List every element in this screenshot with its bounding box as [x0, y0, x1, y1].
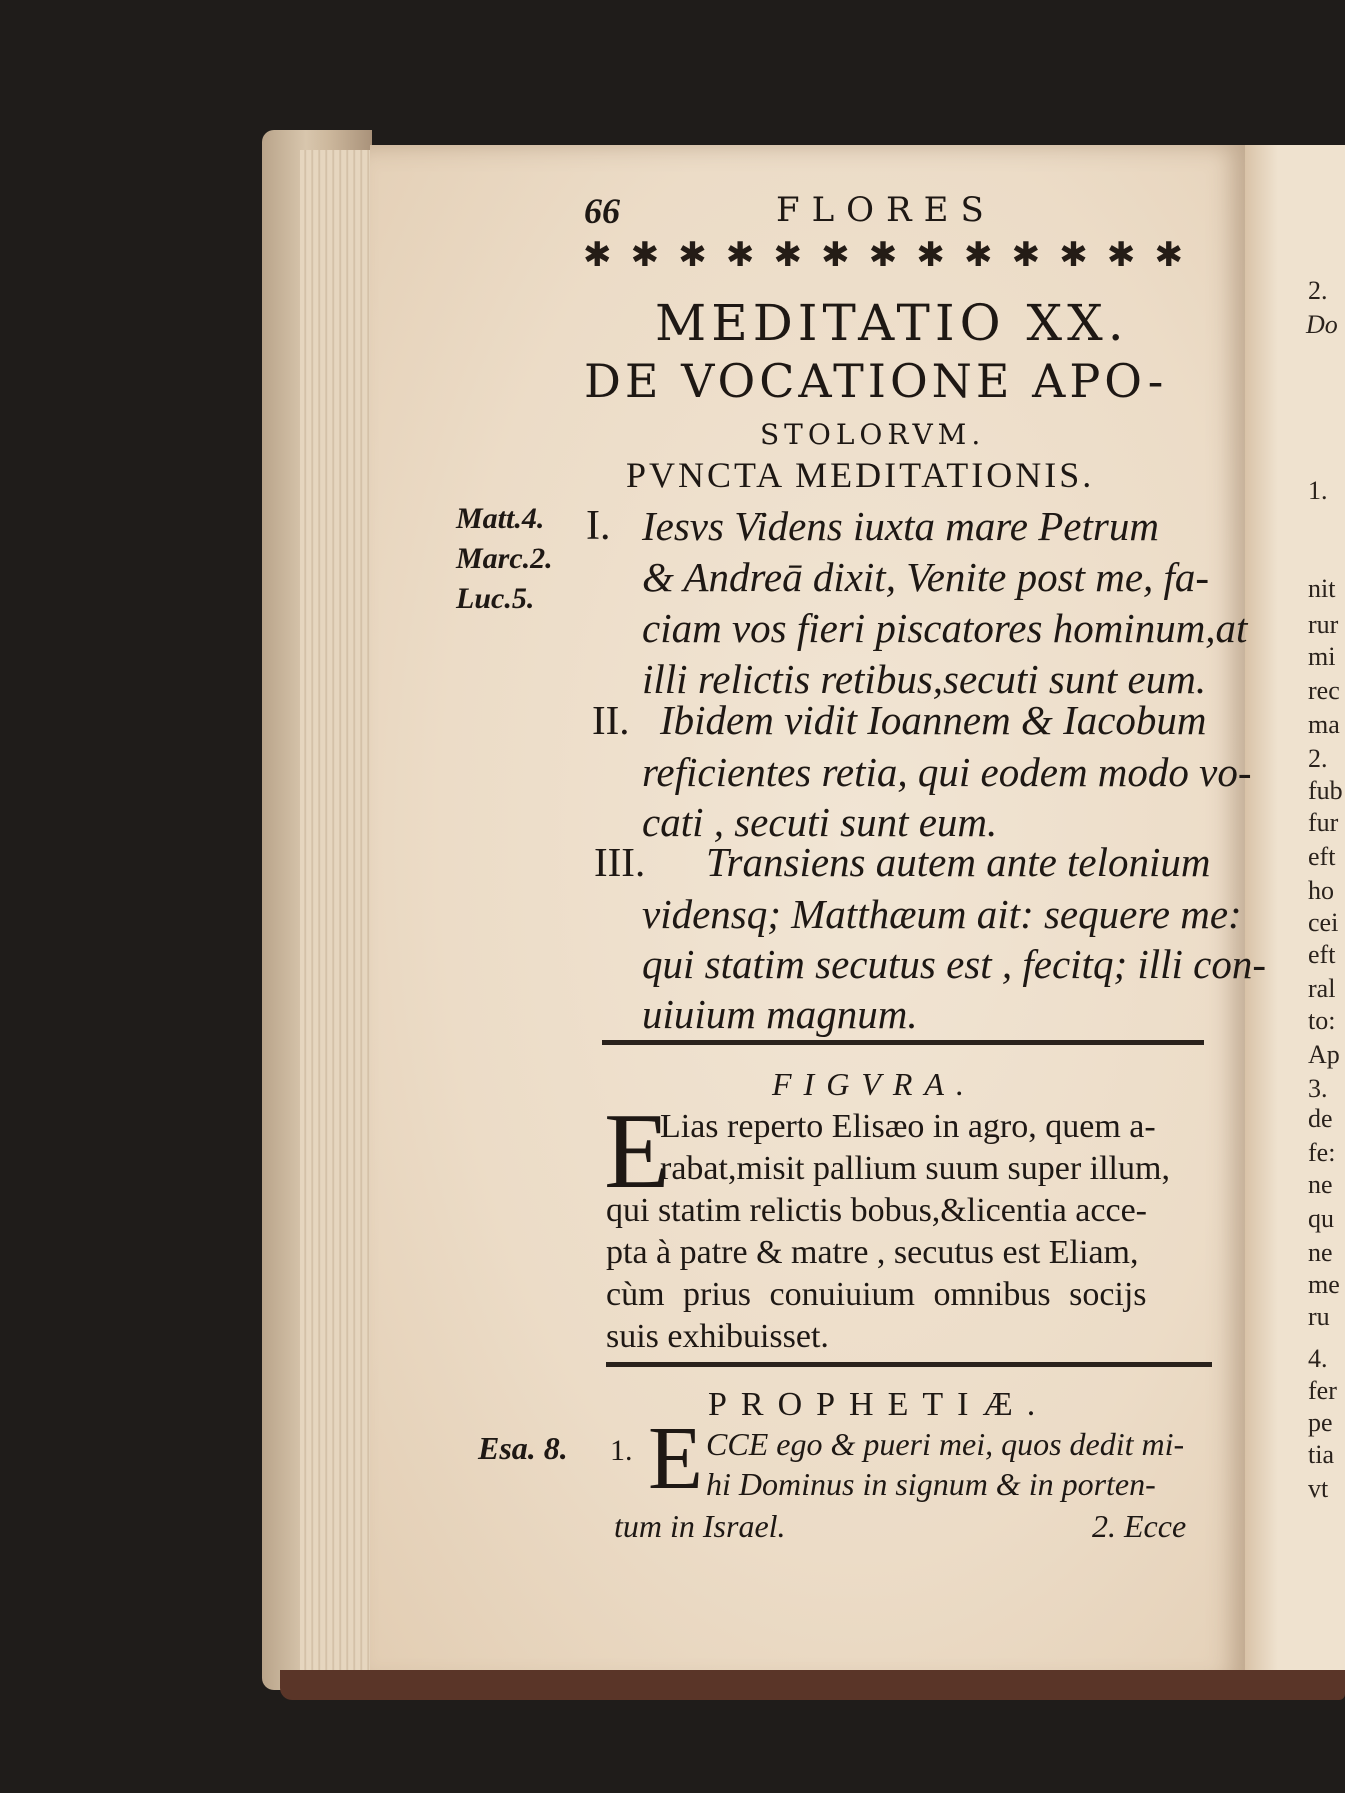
- prophetiae-heading: PROPHETIÆ.: [708, 1386, 1050, 1423]
- right-page-fragment: tia: [1308, 1440, 1334, 1469]
- ornament-icon: ✱: [1154, 235, 1183, 275]
- right-page-fragment: nit: [1308, 574, 1336, 603]
- right-page-fragment: fe:: [1308, 1138, 1336, 1167]
- figura-line: cùm prius conuiuium omnibus socijs: [606, 1276, 1147, 1313]
- figura-line: suis exhibuisset.: [606, 1318, 829, 1355]
- punctum-line: Transiens autem ante telonium: [706, 839, 1211, 885]
- right-page-fragment: de: [1308, 1104, 1333, 1133]
- right-page-fragment: ho: [1308, 876, 1334, 905]
- prophecy-number: 1.: [610, 1434, 633, 1467]
- right-page-fragment: eft: [1308, 842, 1336, 871]
- ornament-icon: ✱: [1106, 235, 1136, 275]
- prophecy-dropcap: E: [648, 1409, 703, 1508]
- margin-note: Marc.2.: [456, 542, 553, 575]
- ornament-icon: ✱: [821, 235, 850, 275]
- book-cover: [280, 1670, 1345, 1700]
- right-page-fragment: vt: [1308, 1474, 1329, 1503]
- right-page-fragment: ral: [1308, 974, 1336, 1003]
- punctum-line: ciam vos fieri piscatores hominum,at: [642, 605, 1248, 651]
- punctum-line: qui statim secutus est , fecitq; illi con-: [642, 941, 1267, 987]
- right-page-fragment: pe: [1308, 1408, 1333, 1437]
- figura-line: qui statim relictis bobus,&licentia acce-: [606, 1192, 1147, 1229]
- prophecy-line: hi Dominus in signum & in porten-: [706, 1466, 1156, 1502]
- figura-line: Lias reperto Elisæo in agro, quem a-: [660, 1108, 1156, 1145]
- ornament-icon: ✱: [773, 235, 802, 275]
- punctum-line: vidensq; Matthæum ait: sequere me:: [642, 891, 1242, 937]
- ornament-icon: ✱: [583, 235, 612, 275]
- catchword: 2. Ecce: [1092, 1508, 1187, 1544]
- punctum-line: Ibidem vidit Ioannem & Iacobum: [660, 697, 1207, 743]
- punctum-line: & Andreā dixit, Venite post me, fa-: [642, 554, 1210, 600]
- figura-line: pta à patre & matre , secutus est Eliam,: [606, 1234, 1139, 1271]
- right-page-fragment: rec: [1308, 676, 1340, 705]
- prophecy-line: CCE ego & pueri mei, quos dedit mi-: [706, 1426, 1185, 1462]
- punctum-number: I.: [586, 503, 611, 549]
- right-page-fragment: ma: [1308, 710, 1340, 739]
- right-page-fragment: me: [1308, 1270, 1340, 1299]
- figura-heading: FIGVRA.: [772, 1066, 976, 1102]
- right-page-fragment: cei: [1308, 908, 1339, 937]
- right-page-fragment: fur: [1308, 808, 1339, 837]
- right-page-fragment: to:: [1308, 1006, 1336, 1035]
- right-page-fragment: qu: [1308, 1204, 1334, 1233]
- figura-line: rabat,misit pallium suum super illum,: [660, 1150, 1170, 1187]
- meditation-title: MEDITATIO XX.: [655, 294, 1129, 352]
- right-page-fragment: 2.: [1308, 276, 1328, 305]
- right-page-fragment: fer: [1308, 1376, 1337, 1405]
- punctum-line: Iesvs Videns iuxta mare Petrum: [642, 503, 1159, 549]
- right-page-fragment: eft: [1308, 940, 1336, 969]
- right-page-fragment: 1.: [1308, 476, 1328, 505]
- right-page-fragment: ru: [1308, 1302, 1330, 1331]
- prophecy-line: tum in Israel.: [614, 1508, 786, 1544]
- punctum-number: II.: [592, 697, 630, 743]
- punctum-line: reficientes retia, qui eodem modo vo-: [642, 749, 1252, 795]
- right-page-fragment: fub: [1308, 776, 1343, 805]
- margin-note: Esa. 8.: [478, 1430, 568, 1466]
- right-page-fragment: 4.: [1308, 1344, 1328, 1373]
- meditation-subtitle-line1: DE VOCATIONE APO-: [584, 354, 1168, 408]
- page-number: 66: [584, 191, 620, 231]
- right-page-fragment: ne: [1308, 1238, 1333, 1267]
- punctum-line: cati , secuti sunt eum.: [642, 799, 998, 845]
- ornament-icon: ✱: [630, 235, 660, 275]
- ornament-icon: ✱: [964, 235, 993, 275]
- ornament-icon: ✱: [725, 235, 755, 275]
- margin-note: Matt.4.: [456, 502, 545, 535]
- right-page-fragment: Do: [1306, 310, 1338, 339]
- margin-note: Luc.5.: [456, 582, 535, 615]
- ornament-icon: ✱: [678, 235, 707, 275]
- right-page-fragment: 3.: [1308, 1074, 1328, 1103]
- ornament-icon: ✱: [868, 235, 898, 275]
- right-page-fragment: 2.: [1308, 744, 1328, 773]
- right-page-fragment: rur: [1308, 610, 1339, 639]
- figura-dropcap: E: [604, 1092, 670, 1211]
- right-page-fragment: mi: [1308, 642, 1336, 671]
- ornament-icon: ✱: [1011, 235, 1041, 275]
- punctum-number: III.: [594, 839, 646, 885]
- punctum-line: uiuium magnum.: [642, 991, 918, 1037]
- ornament-icon: ✱: [1059, 235, 1088, 275]
- running-head: FLORES: [776, 190, 996, 230]
- section-divider: [602, 1040, 1204, 1045]
- ornament-band: [583, 232, 1183, 278]
- puncta-heading: PVNCTA MEDITATIONIS.: [626, 455, 1095, 495]
- right-page-fragment: Ap: [1308, 1040, 1340, 1069]
- ornament-icon: ✱: [916, 235, 945, 275]
- meditation-subtitle-line2: STOLORVM.: [760, 418, 986, 451]
- punctum-line: illi relictis retibus,secuti sunt eum.: [642, 656, 1207, 702]
- right-page-fragment: ne: [1308, 1170, 1333, 1199]
- section-divider: [606, 1362, 1212, 1367]
